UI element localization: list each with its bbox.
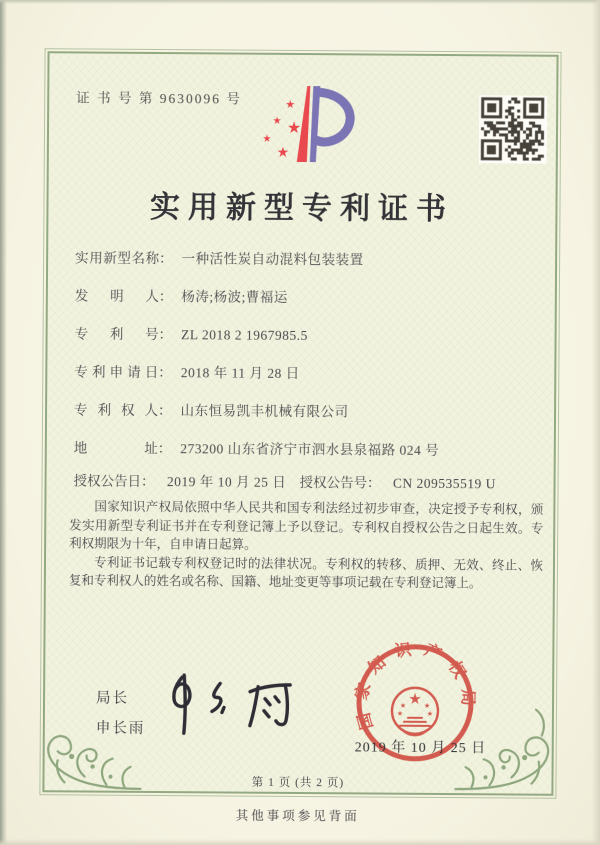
field-colon: ：	[158, 327, 173, 343]
commissioner-title: 局长	[95, 690, 130, 707]
grant-announcement-row	[74, 469, 544, 492]
field-row-inventors	[75, 285, 515, 310]
field-label: 专利号	[74, 326, 159, 343]
svg-text:★: ★	[272, 115, 282, 127]
grant-number-pair	[300, 471, 497, 492]
commissioner-name: 申长雨	[95, 720, 146, 737]
legal-paragraph-1: 国家知识产权局依照中华人民共和国专利法经过初步审查，决定授予专利权，颁发实用新型专利证书并在专利登记簿上予以登记。专利权自授权公告之日起生效。专利权期限为十年，自申请日起算。	[69, 499, 544, 552]
certificate-title: 实用新型专利证书	[149, 190, 455, 227]
legal-statement	[69, 497, 544, 593]
field-label: 实用新型名称	[75, 250, 160, 267]
patent-number-value: ZL 2018 2 1967985.5	[181, 327, 308, 344]
field-label: 专利申请日	[74, 364, 159, 381]
logo-p-bowl	[316, 92, 350, 142]
svg-text:★: ★	[286, 117, 302, 138]
utility-model-name-value: 一种活性炭自动混料包装装置	[181, 251, 364, 268]
grant-date-value: 2019 年 10 月 25 日	[166, 474, 287, 490]
field-row-patent-number	[75, 323, 515, 348]
seal-national-emblem	[392, 688, 438, 736]
svg-text:★: ★	[426, 709, 434, 718]
svg-text:★: ★	[285, 97, 296, 111]
seal-ring-text: 国家知识产权局	[351, 638, 478, 732]
field-label: 地址	[73, 440, 158, 457]
patent-fields	[74, 247, 515, 462]
field-colon: ：	[158, 289, 173, 305]
field-colon: ：	[367, 475, 381, 491]
handwritten-signature	[158, 667, 314, 746]
field-colon: ：	[159, 251, 173, 267]
svg-text:★: ★	[408, 689, 422, 708]
field-label: 发明人	[74, 288, 159, 305]
field-colon: ：	[141, 473, 155, 489]
field-colon: ：	[158, 365, 172, 381]
grant-number-label: 授权公告号	[299, 474, 368, 491]
grant-date-pair	[74, 473, 287, 489]
field-row-patentee	[74, 399, 514, 424]
page-number: 第 1 页 (共 2 页)	[251, 776, 345, 790]
address-value: 273200 山东省济宁市泗水县泉福路 024 号	[180, 441, 440, 458]
grant-date-label: 授权公告日	[73, 473, 142, 489]
field-colon: ：	[158, 403, 172, 419]
field-colon: ：	[157, 441, 172, 457]
patentee-value: 山东恒易凯丰机械有限公司	[180, 403, 349, 420]
inventors-value: 杨涛;杨波;曹福运	[181, 289, 288, 305]
logo-stars	[262, 98, 301, 161]
svg-text:★: ★	[262, 133, 272, 145]
svg-text:★: ★	[423, 701, 431, 710]
filing-date-value: 2018 年 11 月 28 日	[180, 365, 300, 381]
back-side-note: 其他事项参见背面	[235, 808, 360, 824]
seal-date: 2019 年 10 月 25 日	[354, 740, 487, 757]
field-row-filing-date	[74, 361, 514, 386]
certificate-number: 证 书 号 第 9630096 号	[76, 90, 242, 107]
cnipa-logo	[250, 76, 371, 179]
grant-number-value: CN 209535519 U	[392, 475, 497, 492]
legal-paragraph-2: 专利证书记载专利权登记时的法律状况。专利权的转移、质押、无效、终止、恢复和专利权人的姓名或名称、国籍、地址变更等事项记载在专利登记簿上。	[68, 555, 544, 591]
svg-text:★: ★	[399, 701, 407, 710]
field-row-utility-model-name	[75, 247, 515, 272]
field-row-address	[74, 437, 514, 462]
logo-p-stem	[310, 86, 321, 162]
qr-code	[479, 95, 547, 163]
svg-text:★: ★	[396, 709, 404, 718]
field-label: 专利权人	[74, 402, 159, 419]
svg-text:★: ★	[276, 144, 290, 161]
